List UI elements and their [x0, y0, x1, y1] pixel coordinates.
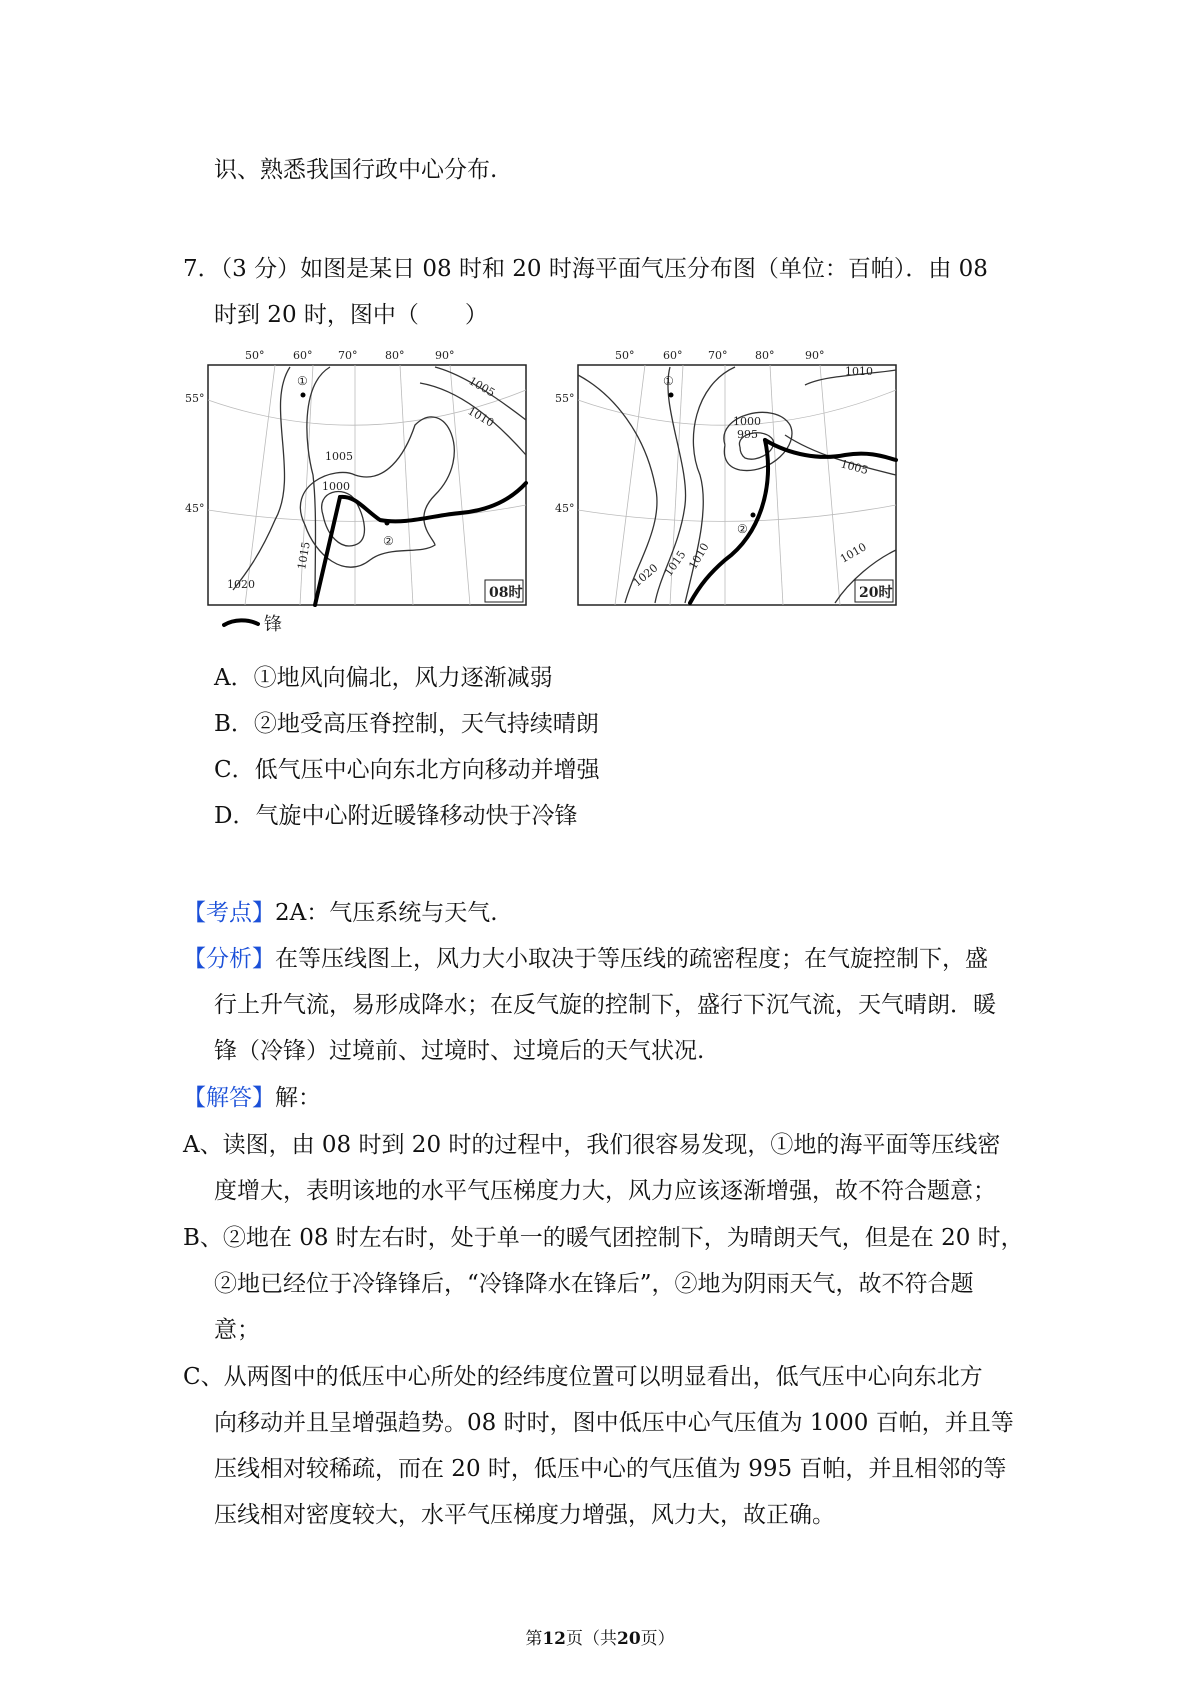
right-lon-label: 90°: [805, 349, 825, 362]
question-stem-line1: 7．（3 分）如图是某日 08 时和 20 时海平面气压分布图（单位：百帕）．由 08: [183, 256, 988, 282]
option-d: D．气旋中心附近暖锋移动快于冷锋: [214, 803, 578, 829]
legend-label: 锋: [264, 614, 282, 635]
fenxi-tag: 【分析】: [183, 946, 275, 972]
right-map: [555, 349, 896, 605]
right-lon-label: 60°: [663, 349, 683, 362]
front-legend-symbol: [222, 616, 260, 630]
pressure-maps-svg: [185, 345, 905, 645]
answer-line: A、读图，由 08 时到 20 时的过程中，我们很容易发现，①地的海平面等压线密: [183, 1132, 1001, 1158]
footer-page-number: 12: [542, 1629, 566, 1649]
right-isobar-label: 1000: [733, 415, 761, 428]
right-lon-label: 50°: [615, 349, 635, 362]
right-isobar-label: 1010: [845, 365, 873, 378]
option-b: B．②地受高压脊控制，天气持续晴朗: [214, 711, 599, 737]
left-point1-label: ①: [297, 374, 308, 388]
right-point1-dot: [669, 393, 674, 398]
right-point1-label: ①: [663, 374, 674, 388]
left-point2-dot: [385, 521, 390, 526]
left-isobar-label: 1015: [295, 540, 313, 571]
answer-line: ②地已经位于冷锋锋后，“冷锋降水在锋后”，②地为阴雨天气，故不符合题: [214, 1271, 974, 1297]
right-lon-label: 80°: [755, 349, 775, 362]
left-map: [185, 349, 526, 605]
left-isobar-label: 1005: [466, 374, 498, 400]
left-lon-label: 90°: [435, 349, 455, 362]
fenxi-line2: 行上升气流，易形成降水；在反气旋的控制下，盛行下沉气流，天气晴朗．暖: [214, 992, 996, 1018]
footer-pre: 第: [525, 1629, 543, 1649]
fenxi-line3: 锋（冷锋）过境前、过境时、过境后的天气状况.: [214, 1038, 705, 1064]
answer-line: C、从两图中的低压中心所处的经纬度位置可以明显看出，低气压中心向东北方: [183, 1364, 983, 1390]
left-lat-label: 55°: [185, 392, 205, 405]
option-c: C．低气压中心向东北方向移动并增强: [214, 757, 600, 783]
right-lon-label: 70°: [708, 349, 728, 362]
answer-line: 意；: [214, 1317, 260, 1343]
jieda-tag: 【解答】: [183, 1085, 275, 1111]
footer-mid: 页（共: [566, 1629, 617, 1649]
answer-line: B、②地在 08 时左右时，处于单一的暖气团控制下，为晴朗天气，但是在 20 时，: [183, 1225, 1024, 1251]
right-point2-label: ②: [737, 522, 748, 536]
left-map-frame: [208, 365, 526, 605]
kaodian-row: [183, 898, 498, 928]
fenxi-line1: 在等压线图上，风力大小取决于等压线的疏密程度；在气旋控制下，盛: [275, 946, 988, 972]
right-isobar-label: 1015: [661, 548, 689, 579]
left-isobar-label: 1000: [322, 480, 350, 493]
right-isobar-label: 1010: [838, 540, 869, 566]
left-point2-label: ②: [383, 534, 394, 548]
left-isobar-label: 1010: [465, 404, 497, 430]
right-lat-label: 45°: [555, 502, 575, 515]
left-lon-label: 50°: [245, 349, 265, 362]
left-isobar-label: 1020: [227, 578, 255, 591]
right-lat-label: 55°: [555, 392, 575, 405]
kaodian-tag: 【考点】: [183, 900, 275, 926]
pressure-maps-figure: [185, 345, 905, 645]
right-map-frame: [578, 365, 896, 605]
left-lon-label: 70°: [338, 349, 358, 362]
answer-line: 度增大，表明该地的水平气压梯度力大，风力应该逐渐增强，故不符合题意；: [214, 1178, 996, 1204]
answer-line: 压线相对密度较大，水平气压梯度力增强，风力大，故正确。: [214, 1502, 835, 1528]
left-point1-dot: [301, 393, 306, 398]
left-lon-label: 80°: [385, 349, 405, 362]
answer-line: 向移动并且呈增强趋势。08 时时，图中低压中心气压值为 1000 百帕，并且等: [214, 1410, 1014, 1436]
right-isobar-label: 995: [737, 428, 758, 441]
right-isobar-label: 1020: [630, 561, 661, 590]
footer-total-pages: 20: [617, 1629, 641, 1649]
jieda-row: [183, 1083, 321, 1113]
jieda-text: 解：: [275, 1085, 321, 1111]
fenxi-row: [183, 944, 988, 974]
right-isobar-label: 1005: [839, 457, 870, 478]
left-time-label: 08时: [489, 585, 523, 601]
footer-post: 页）: [640, 1629, 675, 1649]
question-stem-line2: 时到 20 时，图中（ ）: [214, 302, 488, 328]
left-lat-label: 45°: [185, 502, 205, 515]
right-time-label: 20时: [859, 585, 893, 601]
option-a: A．①地风向偏北，风力逐渐减弱: [214, 665, 553, 691]
kaodian-text: 2A：气压系统与天气.: [275, 900, 498, 926]
right-isobar-label: 1010: [686, 540, 712, 572]
page-footer: [0, 1624, 1200, 1649]
answer-line: 压线相对较稀疏，而在 20 时，低压中心的气压值为 995 百帕，并且相邻的等: [214, 1456, 1007, 1482]
previous-answer-text: 识、熟悉我国行政中心分布.: [214, 157, 498, 183]
left-lon-label: 60°: [293, 349, 313, 362]
left-isobar-label: 1005: [325, 450, 353, 463]
right-point2-dot: [751, 513, 756, 518]
